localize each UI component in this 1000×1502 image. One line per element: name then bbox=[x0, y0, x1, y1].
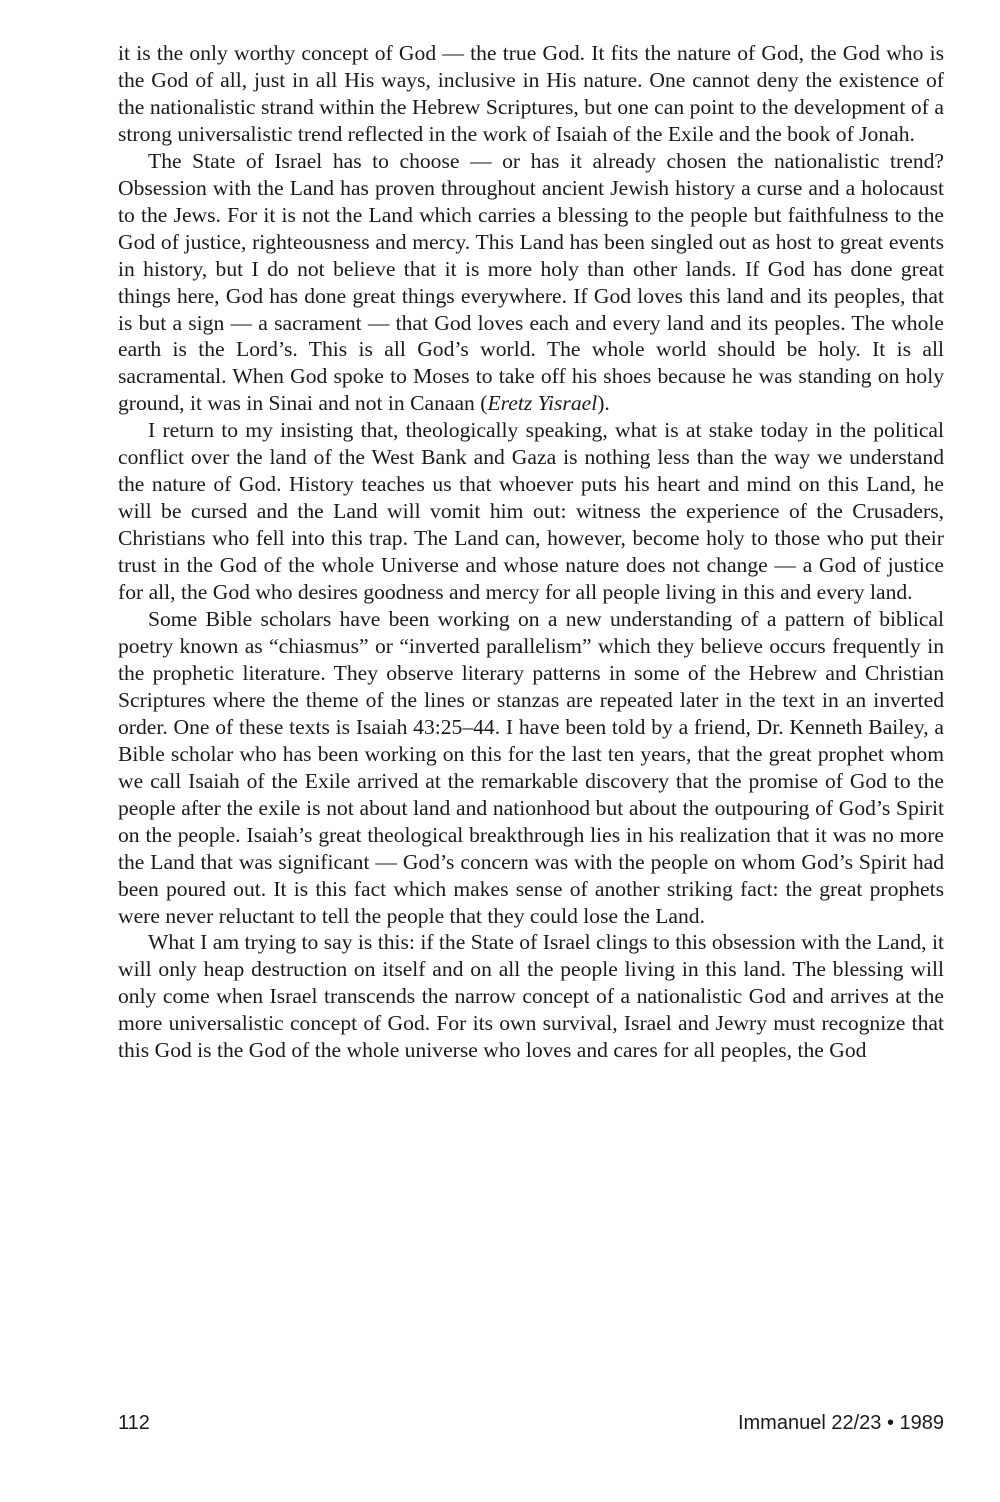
text-segment: The State of Israel has to choose — or has it already chosen the nationalistic trend? Obsession with the Land has proven throughout ancient Jewish history a curse and a holocaust to the Jews. For it is not the Land which carries a blessing to the people but faithfulness to the God of justice, righteousness and mercy. This Land has been singled out as host to great events in history, but I do not believe that it is more holy than other lands. If God has done great things here, God has done great things everywhere. If God loves this land and its peoples, that is but a sign — a sacrament — that God loves each and every land and its peoples. The whole earth is the Lord’s. This is all God’s world. The whole world should be holy. It is all sacramental. When God spoke to Moses to take off his shoes because he was standing on holy ground, it was in Sinai and not in Canaan ( bbox=[118, 148, 944, 416]
text-segment: it is the only worthy concept of God — the true God. It fits the nature of God, the God who is the God of all, just in all His ways, inclusive in His nature. One cannot deny the existence of the nationalistic strand within the Hebrew Scriptures, but one can point to the development of a strong universalistic trend reflected in the work of Isaiah of the Exile and the book of Jonah. bbox=[118, 41, 944, 146]
article-text bbox=[118, 40, 944, 1064]
text-segment: I return to my insisting that, theologically speaking, what is at stake today in the political conflict over the land of the West Bank and Gaza is nothing less than the way we understand the nature of God. History teaches us that whoever puts his heart and mind on this Land, he will be cursed and the Land will vomit him out: witness the experience of the Crusaders, Christians who fell into this trap. The Land can, however, become holy to those who put their trust in the God of the whole Universe and whose nature does not change — a God of justice for all, the God who desires goodness and mercy for all people living in this and every land. bbox=[118, 418, 944, 605]
text-segment: Some Bible scholars have been working on a new understanding of a pattern of biblical poetry known as “chiasmus” or “inverted parallelism” which they believe occurs frequently in the prophetic literature. They observe literary patterns in some of the Hebrew and Christian Scriptures where the theme of the lines or stanzas are repeated later in the text in an inverted order. One of these texts is Isaiah 43:25–44. I have been told by a friend, Dr. Kenneth Bailey, a Bible scholar who has been working on this for the last ten years, that the great prophet whom we call Isaiah of the Exile arrived at the remarkable discovery that the promise of God to the people after the exile is not about land and nationhood but about the outpouring of God’s Spirit on the people. Isaiah’s great theological breakthrough lies in his realization that it was no more the Land that was significant — God’s concern was with the people on whom God’s Spirit had been poured out. It is this fact which makes sense of another striking fact: the great prophets were never reluctant to tell the people that they could lose the Land. bbox=[118, 607, 944, 928]
paragraph bbox=[118, 606, 944, 929]
page-body bbox=[118, 40, 944, 1064]
text-segment: ). bbox=[597, 391, 610, 416]
paragraph bbox=[118, 40, 944, 148]
italic-text: Eretz Yisrael bbox=[487, 391, 598, 416]
paragraph bbox=[118, 417, 944, 606]
paragraph bbox=[118, 929, 944, 1064]
paragraph bbox=[118, 148, 944, 418]
page-footer bbox=[118, 1412, 944, 1438]
page-number: 112 bbox=[118, 1412, 150, 1434]
text-segment: What I am trying to say is this: if the State of Israel clings to this obsession with the Land, it will only heap destruction on itself and on all the people living in this land. The blessing will only come when Israel transcends the narrow concept of a nationalistic God and arrives at the more universalistic concept of God. For its own survival, Israel and Jewry must recognize that this God is the God of the whole universe who loves and cares for all peoples, the God bbox=[118, 930, 944, 1063]
journal-reference: Immanuel 22/23 • 1989 bbox=[737, 1412, 944, 1434]
